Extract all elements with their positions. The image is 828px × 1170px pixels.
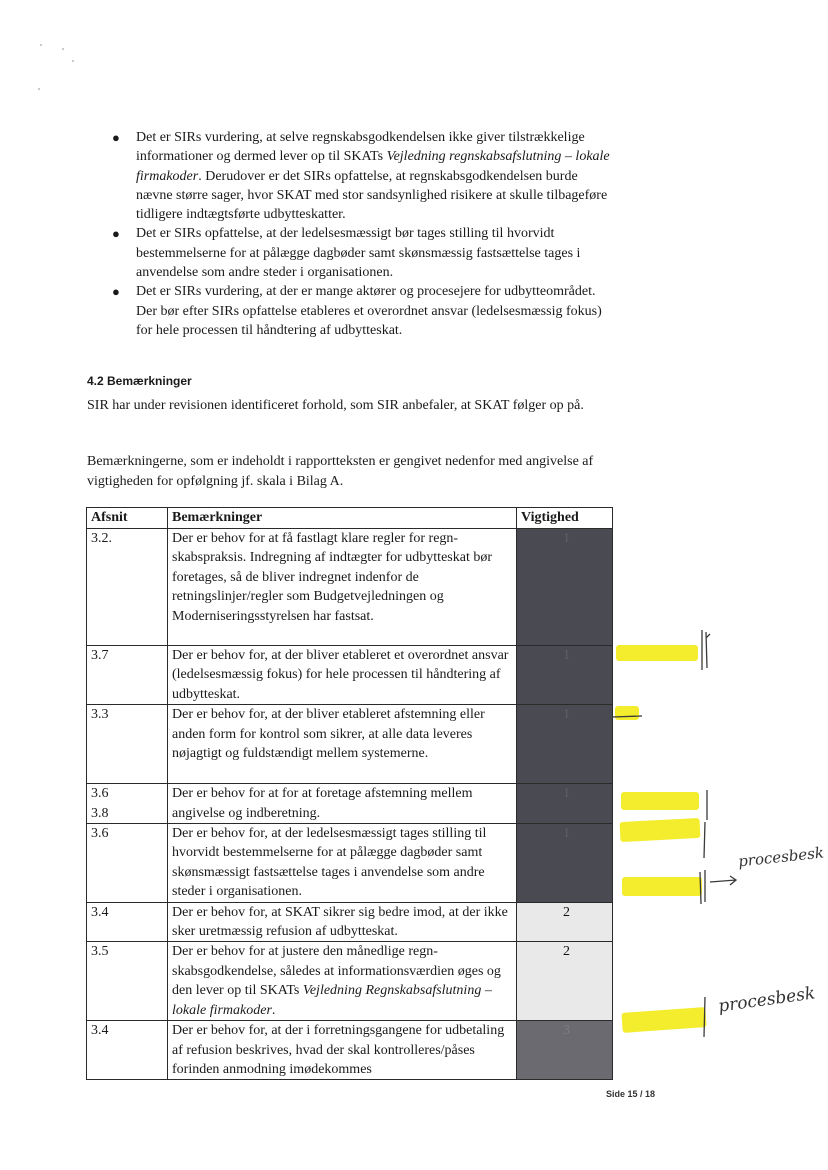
highlighter-mark xyxy=(621,1007,706,1033)
handwritten-note: procesbesk xyxy=(717,983,817,1017)
handwritten-note: procesbesk xyxy=(737,843,825,871)
bullet-text: Det er SIRs opfattelse, at der ledelsesmæssigt bør tages stilling til hvorvidt bestemmelserne for at pålægge dagbøder samt skønsmæssig fastsættelse tages i anvendelse som andre steder i organisationen. xyxy=(136,226,581,281)
bullet-text: Det er SIRs vurdering, at der er mange aktører og procesejere for udbytteområdet. Der bør efter SIRs opfattelse etableres et overordnet ansvar (ledelsesmæssig fokus) for hele processen til håndtering af udbytteskat. xyxy=(136,284,602,338)
table-row xyxy=(87,824,613,903)
importance-cell: 1 xyxy=(517,824,613,903)
pen-stroke-icon xyxy=(700,820,710,860)
importance-cell: 1 xyxy=(517,705,613,784)
highlighter-mark xyxy=(620,818,701,842)
section-cell xyxy=(87,705,168,784)
scan-speck xyxy=(72,60,74,62)
column-header-importance: Vigtighed xyxy=(517,508,613,529)
section-number: 3.6 xyxy=(91,826,109,842)
remark-cell: Der er behov for, at der ledelsesmæssigt tages stilling til hvorvidt bestemmelserne for at pålægge dagbøder samt skønsmæssigt fastsættelse tages i anvendelse som andre steder i organisationen. xyxy=(168,824,517,903)
scan-speck xyxy=(40,44,42,46)
remark-cell: Der er behov for at få fastlagt klare regler for regnskabspraksis. Indregning af indtægter for udbytteskat bør foretages, så de bliver indregnet indenfor de retningslinjer/regler som Budgetvejledningen og Moderniseringsstyrelsen har fastsat. xyxy=(168,529,517,646)
remark-cell: Der er behov for, at der i forretningsgangene for udbetaling af refusion beskrives, hvad der skal kontrolleres/påses forinden anmodning imødekommes xyxy=(168,1021,517,1080)
remarks-table xyxy=(86,507,613,1080)
scan-speck xyxy=(62,48,64,50)
section-number: 3.6 xyxy=(91,786,109,802)
section-cell xyxy=(87,529,168,646)
importance-cell: 2 xyxy=(517,942,613,1021)
table-row xyxy=(87,942,613,1021)
page-number: Side 15 / 18 xyxy=(606,1089,656,1099)
section-cell xyxy=(87,1021,168,1080)
bullet-list xyxy=(108,128,613,340)
remark-cell: Der er behov for, at SKAT sikrer sig bedre imod, at der ikke sker uretmæssig refusion af udbytteskat. xyxy=(168,902,517,942)
table-row xyxy=(87,1021,613,1080)
section-number: 3.4 xyxy=(91,1023,109,1039)
bullet-dot-icon: ● xyxy=(112,130,120,145)
table-header-row xyxy=(87,508,613,529)
section-cell xyxy=(87,902,168,942)
paragraph: Bemærkningerne, som er indeholdt i rapportteksten er gengivet nedenfor med angivelse af vigtigheden for opfølgning jf. skala i Bilag A. xyxy=(87,454,594,489)
pen-stroke-icon xyxy=(700,995,710,1039)
remark-cell: Der er behov for, at der bliver etableret et overordnet ansvar (ledelsesmæssig fokus) for hele processen til håndtering af udbytteskat. xyxy=(168,646,517,705)
bullet-text: . Derudover er det SIRs opfattelse, at regnskabsgodkendelsen burde nævne større sager, hvor SKAT med stor sandsynlighed risikere at skulle tilbageføre tidligere indtægtsførte udbytteskatter. xyxy=(136,168,608,223)
remark-cell: Der er behov for at for at foretage afstemning mellem angivelse og indberetning. xyxy=(168,784,517,824)
table-row xyxy=(87,902,613,942)
pen-arrow-icon xyxy=(696,858,742,906)
bullet-dot-icon: ● xyxy=(112,226,120,242)
remark-text: . xyxy=(271,1002,276,1018)
table-row xyxy=(87,705,613,784)
importance-cell: 1 xyxy=(517,529,613,646)
section-number: 3.4 xyxy=(91,904,109,920)
highlighter-mark xyxy=(622,877,702,896)
section-cell xyxy=(87,646,168,705)
pen-stroke-icon xyxy=(698,628,712,672)
bullet-italic-text: Vejledning regnskabsafslutning – lokale firmakoder xyxy=(136,149,610,184)
section-number: 3.3 xyxy=(91,707,109,723)
column-header-remarks: Bemærkninger xyxy=(168,508,517,529)
table-row xyxy=(87,529,613,646)
section-heading: 4.2 Bemærkninger xyxy=(87,374,192,388)
section-number: 3.7 xyxy=(91,648,109,663)
section-cell xyxy=(87,784,168,824)
importance-cell: 1 xyxy=(517,646,613,705)
scan-speck xyxy=(38,88,40,90)
column-header-section: Afsnit xyxy=(87,508,168,529)
table-row xyxy=(87,784,613,824)
pen-dash-icon xyxy=(610,712,644,722)
paragraph: SIR har under revisionen identificeret forhold, som SIR anbefaler, at SKAT følger op på. xyxy=(87,398,584,413)
pen-stroke-icon xyxy=(702,788,712,822)
bullet-item xyxy=(108,224,613,282)
section-cell xyxy=(87,942,168,1021)
remark-italic-text: Vejledning Regnskabsafslutning – lokale firmakoder xyxy=(172,983,492,1018)
highlighter-mark xyxy=(621,792,699,810)
importance-cell: 3 xyxy=(517,1021,613,1080)
bullet-dot-icon: ● xyxy=(112,284,120,300)
importance-cell: 1 xyxy=(517,784,613,824)
remark-cell: Der er behov for, at der bliver etableret afstemning eller anden form for kontrol som sikrer, at alle data leveres nøjagtigt og fuldstændigt mellem systemerne. xyxy=(168,705,517,784)
section-number: 3.2. xyxy=(91,531,112,546)
section-number: 3.5 xyxy=(91,944,109,960)
table-row xyxy=(87,646,613,705)
section-number: 3.8 xyxy=(91,805,109,821)
bullet-item xyxy=(108,282,613,340)
highlighter-mark xyxy=(616,645,698,661)
remark-text: Der er behov for at justere den månedlige regnskabsgodkendelse, således at informationsværdien øges og den lever op til SKATs xyxy=(172,944,501,999)
remark-cell xyxy=(168,942,517,1021)
section-cell xyxy=(87,824,168,903)
bullet-item xyxy=(108,128,613,224)
bullet-text: Det er SIRs vurdering, at selve regnskabsgodkendelsen ikke giver tilstrækkelige informationer og dermed lever op til SKATs xyxy=(136,130,585,165)
importance-cell: 2 xyxy=(517,902,613,942)
